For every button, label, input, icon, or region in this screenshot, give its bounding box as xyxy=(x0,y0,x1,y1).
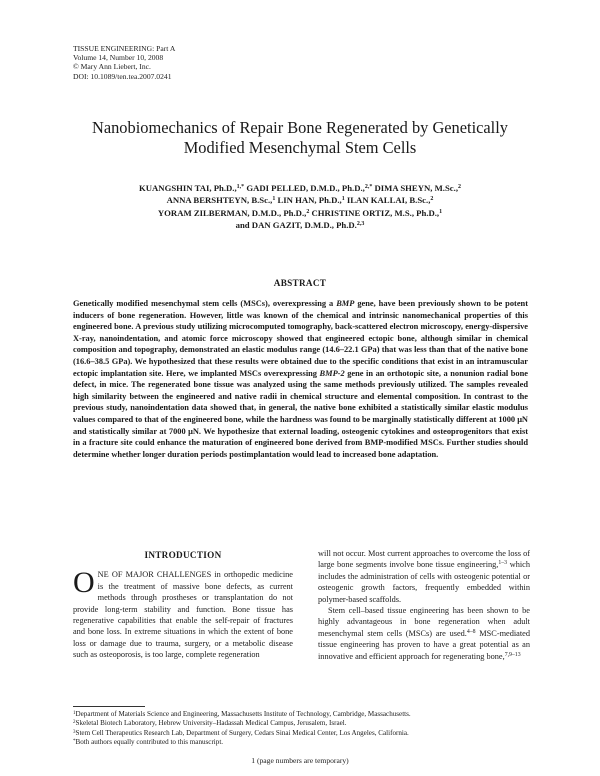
footnote-text: Skeletal Biotech Laboratory, Hebrew University–Hadassah Medical Campus, Jerusalem, Israel. xyxy=(75,719,347,728)
introduction-text: Stem cell–based tissue engineering has been shown to be highly advantageous in bone regeneration when adult mesenchymal stem cells (MSCs) are used. xyxy=(318,606,530,638)
footnote-marker: 3 xyxy=(73,729,76,735)
author-affiliation: 1,* xyxy=(236,184,245,190)
abstract-body xyxy=(73,298,528,460)
introduction-column-left xyxy=(73,550,293,661)
abstract-heading: ABSTRACT xyxy=(273,278,327,288)
doi-line: DOI: 10.1089/ten.tea.2007.0241 xyxy=(73,71,172,81)
reference-citation: 7,9–13 xyxy=(504,651,521,658)
footnote-text: Department of Materials Science and Engineering, Massachusetts Institute of Technology, Cambridge, Massachusetts. xyxy=(75,710,411,718)
copyright-line: © Mary Ann Liebert, Inc. xyxy=(73,62,151,72)
author-name: GADI PELLED, D.M.D., Ph.D., xyxy=(246,183,365,193)
author-list xyxy=(60,182,540,232)
journal-name: TISSUE ENGINEERING: Part A xyxy=(73,44,176,53)
author-affiliation: 2 xyxy=(430,196,434,203)
introduction-text: which includes the administration of cells with osteogenic potential or osteogenic growth factors, frequently embedded within polymer-based scaffolds. xyxy=(318,560,530,604)
footnote-text: Both authors equally contributed to this manuscript. xyxy=(75,738,224,747)
title-line-1: Nanobiomechanics of Repair Bone Regenerated by Genetically xyxy=(92,118,508,137)
author-affiliation: 2 xyxy=(458,184,461,190)
gene-name: BMP-2 xyxy=(319,368,345,378)
author-affiliation: 1 xyxy=(272,196,276,203)
author-affiliation: 2 xyxy=(306,208,310,215)
author-name: DIMA SHEYN, M.Sc., xyxy=(374,183,458,193)
author-line-3 xyxy=(60,207,540,219)
author-name: KUANGSHIN TAI, Ph.D., xyxy=(138,183,237,193)
author-name: CHRISTINE ORTIZ, M.S., Ph.D., xyxy=(311,207,440,218)
introduction-text: in orthopedic medicine is the treatment of massive bone defects, as current methods through prostheses or transplantation do not provide long-term stability and function. Bone tissue has regenerative capabilities that enable the self-repair of fractures and bone loss. In extreme situations in which the extent of bone loss or damage due to trauma, surgery, or a metabolic disease such as osteoporosis, is too large, complete regeneration xyxy=(73,570,293,660)
page-number: 1 (page numbers are temporary) xyxy=(251,756,349,765)
lead-in-smallcaps: NE OF MAJOR CHALLENGES xyxy=(97,570,212,580)
introduction-heading: INTRODUCTION xyxy=(144,550,222,560)
reference-citation: 4–8 xyxy=(466,628,476,635)
footnote xyxy=(73,719,533,728)
footnote-text: Stem Cell Therapeutics Research Lab, Department of Surgery, Cedars Sinai Medical Center, Los Angeles, California. xyxy=(75,728,409,737)
author-line-1 xyxy=(60,182,540,194)
introduction-paragraph xyxy=(73,566,293,660)
footnote xyxy=(73,738,533,747)
author-line-2 xyxy=(60,194,540,206)
introduction-paragraph xyxy=(318,605,530,662)
title-line-2: Modified Mesenchymal Stem Cells xyxy=(183,138,417,157)
author-name: YORAM ZILBERMAN, D.M.D., Ph.D., xyxy=(157,207,307,218)
author-line-4 xyxy=(60,219,540,231)
abstract-text: gene, have been previously shown to be potent inducers of bone regeneration. However, little was known of the chemical and intrinsic nanomechanical properties of this engineered bone. A previous study utilizing microcomputed tomography, back-scattered electron microscopy, energy-dispersive X-ray, nanoindentation, and atomic force microscopy showed that engineered ectopic bone, although similar in chemical composition and topography, demonstrated an elastic modulus range (14.6–22.1 GPa) that was less than that of the native bone (16.6–38.5 GPa). We hypothesized that these results were obtained due to the specific conditions that exist in an intramuscular ectopic implantation site. Here, we implanted MSCs overexpressing xyxy=(73,299,528,378)
gene-name: BMP xyxy=(336,299,355,308)
introduction-column-right xyxy=(318,548,530,662)
footnotes xyxy=(73,710,533,748)
author-affiliation: 1 xyxy=(341,196,345,203)
introduction-text: MSC-mediated tissue engineering has proven to have a great potential as an innovative and efficient approach for regenerating bone, xyxy=(318,628,530,661)
footnote-marker: 1 xyxy=(73,711,76,716)
journal-header xyxy=(73,44,175,81)
introduction-paragraph xyxy=(318,548,530,605)
reference-citation: 1–3 xyxy=(498,560,508,567)
introduction-text: will not occur. Most current approaches to overcome the loss of large bone segments involve bone tissue engineering, xyxy=(318,549,530,570)
author-name: and DAN GAZIT, D.M.D., Ph.D. xyxy=(235,220,357,231)
footnote xyxy=(73,710,533,719)
abstract-text: gene in an orthotopic site, a nonunion radial bone defect, in mice. The regenerated bone tissue was analyzed using the same methods previously utilized. The samples revealed high similarity between the engineered and native radii in chemical structure and elemental composition. In contrast to the previous study, nanoindentation data showed that, in general, the native bone exhibited a statistically similar elastic modulus values compared to that of the engineered bone, while the hardness was found to be marginally statistically different at 1000 μN and statistically similar at 7000 μN. We hypothesize that external loading, osteogenic cytokines and osteoprogenitors that exist in a fracture site could enhance the maturation of engineered bone derived from BMP-modified MSCs. Further studies should determine whether longer duration periods postimplantation would lead to increased bone adaptation. xyxy=(73,368,528,459)
drop-cap: O xyxy=(73,566,95,600)
author-affiliation: 1 xyxy=(439,208,443,215)
author-name: LIN HAN, Ph.D., xyxy=(277,195,342,206)
author-affiliation: 2,3 xyxy=(356,221,365,228)
footnote-marker: * xyxy=(73,739,76,745)
author-name: ANNA BERSHTEYN, B.Sc., xyxy=(166,195,273,206)
footnote-divider xyxy=(73,706,145,707)
footnote-marker: 2 xyxy=(73,720,76,726)
article-title xyxy=(40,118,560,158)
author-name: ILAN KALLAI, B.Sc., xyxy=(346,195,431,206)
footnote xyxy=(73,729,533,738)
author-affiliation: 2,* xyxy=(364,184,373,190)
abstract-text: Genetically modified mesenchymal stem cells (MSCs), overexpressing a xyxy=(73,299,337,308)
journal-volume: Volume 14, Number 10, 2008 xyxy=(73,53,164,63)
